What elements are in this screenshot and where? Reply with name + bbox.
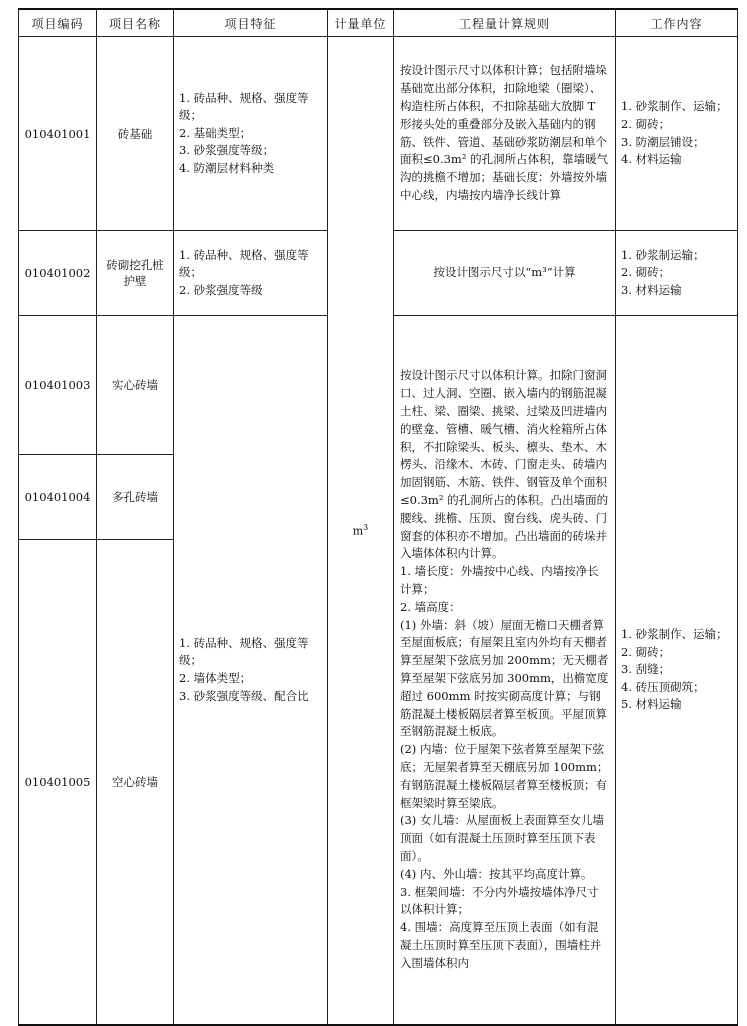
item-features: 1. 砖品种、规格、强度等级； 2. 基础类型； 3. 砂浆强度等级； 4. 防潮层材料种类 xyxy=(174,37,328,231)
item-name: 空心砖墙 xyxy=(97,540,174,1026)
item-work: 1. 砂浆制作、运输； 2. 砌砖； 3. 防潮层铺设； 4. 材料运输 xyxy=(616,37,738,231)
wall-rule: 按设计图示尺寸以体积计算。扣除门窗洞口、过人洞、空圈、嵌入墙内的钢筋混凝土柱、梁、圈梁、挑梁、过梁及凹进墙内的壁龛、管槽、暖气槽、消火栓箱所占体积，不扣除梁头、板头、檩头、垫木、木楞头、沿缘木、木砖、门窗走头、砖墙内加固钢筋、木筋、铁件、钢管及单个面积≤0.3m² 的孔洞所占的体积。凸出墙面的腰线、挑檐、压顶、窗台线、虎头砖、门窗套的体积亦不增加。凸出墙面的砖垛并入墙体体积内计算。 1. 墙长度：外墙按中心线、内墙按净长计算； 2. 墙高度： (1) 外墙：斜（坡）屋面无檐口天棚者算至屋面板底；有屋架且室内外均有天棚者算至屋架下弦底另加 200mm；无天棚者算至屋架下弦底另加 300mm，出檐宽度超过 600mm 时按实砌高度计算；与钢筋混凝土楼板隔层者算至板顶。平屋顶算至钢筋混凝土板底。 (2) 内墙：位于屋架下弦者算至屋架下弦底；无屋架者算至天棚底另加 100mm；有钢筋混凝土楼板隔层者算至楼板顶；有框架梁时算至梁底。 (3) 女儿墙：从屋面板上表面算至女儿墙顶面（如有混凝土压顶时算至压顶下表面）。 (4) 内、外山墙：按其平均高度计算。 3. 框架间墙：不分内外墙按墙体净尺寸以体积计算； 4. 围墙：高度算至压顶上表面（如有混凝土压顶时算至压顶下表面），围墙柱并入围墙体积内 xyxy=(394,316,616,1026)
table-row xyxy=(19,37,738,231)
item-code: 010401004 xyxy=(19,455,97,540)
header-rule: 工程量计算规则 xyxy=(394,9,616,37)
unit-text: m xyxy=(352,524,364,538)
item-features: 1. 砖品种、规格、强度等级； 2. 砂浆强度等级 xyxy=(174,231,328,316)
item-rule: 按设计图示尺寸以“m³”计算 xyxy=(394,231,616,316)
header-work: 工作内容 xyxy=(616,9,738,37)
header-row xyxy=(19,9,738,37)
header-code: 项目编码 xyxy=(19,9,97,37)
wall-features: 1. 砖品种、规格、强度等级； 2. 墙体类型； 3. 砂浆强度等级、配合比 xyxy=(174,316,328,1026)
item-code: 010401003 xyxy=(19,316,97,455)
masonry-quota-table xyxy=(18,8,738,1026)
item-name: 砖基础 xyxy=(97,37,174,231)
header-features: 项目特征 xyxy=(174,9,328,37)
item-code: 010401001 xyxy=(19,37,97,231)
item-rule: 按设计图示尺寸以体积计算；包括附墙垛基础宽出部分体积，扣除地梁（圈梁）、构造柱所占体积，不扣除基础大放脚 T 形接头处的重叠部分及嵌入基础内的钢筋、铁件、管道、基础砂浆防潮层和单个面积≤0.3m² 的孔洞所占体积，靠墙暖气沟的挑檐不增加；基础长度：外墙按外墙中心线，内墙按内墙净长线计算 xyxy=(394,37,616,231)
item-code: 010401002 xyxy=(19,231,97,316)
item-code: 010401005 xyxy=(19,540,97,1026)
item-name: 多孔砖墙 xyxy=(97,455,174,540)
item-name: 砖砌挖孔桩护壁 xyxy=(97,231,174,316)
item-work: 1. 砂浆制运输； 2. 砌砖； 3. 材料运输 xyxy=(616,231,738,316)
wall-work: 1. 砂浆制作、运输； 2. 砌砖； 3. 刮缝； 4. 砖压顶砌筑； 5. 材料运输 xyxy=(616,316,738,1026)
header-name: 项目名称 xyxy=(97,9,174,37)
header-unit: 计量单位 xyxy=(328,9,394,37)
item-name: 实心砖墙 xyxy=(97,316,174,455)
unit-cell xyxy=(328,37,394,1026)
unit-superscript: 3 xyxy=(363,523,369,533)
